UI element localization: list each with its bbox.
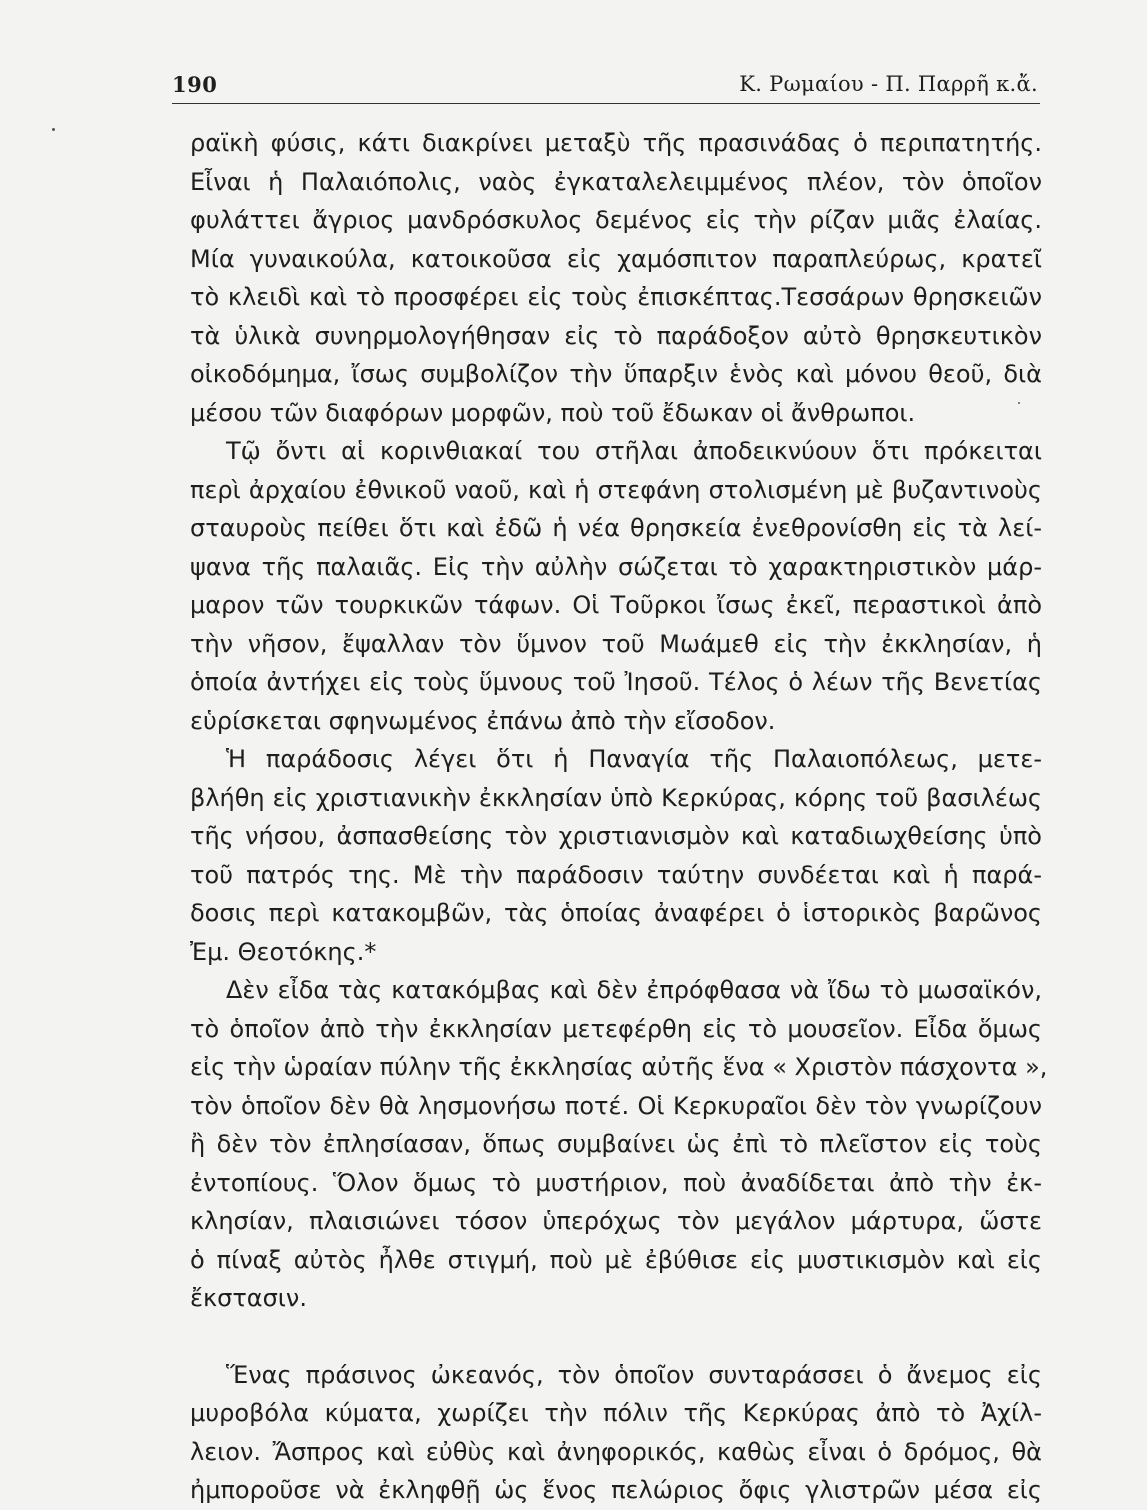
paragraph [190,740,1042,971]
running-head [172,70,1040,104]
text-line: ὁ πίναξ αὐτὸς ἦλθε στιγμή, ποὺ μὲ ἐβύθισε εἰς μυστικισμὸν καὶ εἰς [190,1245,1042,1274]
body-text [190,124,1048,1510]
text-line: Τῷ ὄντι αἱ κορινθιακαί του στῆλαι ἀποδεικνύουν ὅτι πρόκειται [226,437,1042,465]
text-line: σταυροὺς πείθει ὅτι καὶ ἐδῶ ἡ νέα θρησκεία ἐνεθρονίσθη εἰς τὰ λεί- [190,514,1042,542]
text-line: τὸ κλειδὶ καὶ τὸ προσφέρει εἰς τοὺς ἐπισκέπτας.Τεσσάρων θρησκειῶν [190,283,1042,311]
text-line: κλησίαν, πλαισιώνει τόσον ὑπερόχως τὸν μεγάλον μάρτυρα, ὥστε [190,1207,1042,1235]
author-line: Κ. Ρωμαίου - Π. Παρρῆ κ.ἄ. [739,72,1038,96]
text-line: λειον. Ἄσπρος καὶ εὐθὺς καὶ ἀνηφορικός, καθὼς εἶναι ὁ δρόμος, θὰ [190,1437,1042,1466]
text-line: ἠμποροῦσε νὰ ἐκληφθῇ ὡς ἕνος πελώριος ὄφις γλιστρῶν μέσα εἰς [190,1476,1042,1504]
text-line: περὶ ἀρχαίου ἐθνικοῦ ναοῦ, καὶ ἡ στεφάνη στολισμένη μὲ βυζαντινοὺς [190,475,1042,504]
text-line: ἔκστασιν. [190,1284,307,1312]
text-line: ἐντοπίους. Ὅλον ὅμως τὸ μυστήριον, ποὺ ἀναδίδεται ἀπὸ τὴν ἐκ- [190,1168,1042,1197]
scan-speck [1018,402,1020,404]
text-line: εἰς τὴν ὡραίαν πύλην τῆς ἐκκλησίας αὐτῆς ἕνα « Χριστὸν πάσχοντα », [190,1053,1048,1081]
paragraph [190,971,1048,1318]
text-line: μαρον τῶν τουρκικῶν τάφων. Οἱ Τοῦρκοι ἴσως ἐκεῖ, περαστικοὶ ἀπὸ [190,591,1042,619]
text-line: μυροβόλα κύματα, χωρίζει τὴν πόλιν τῆς Κερκύρας ἀπὸ τὸ Ἀχίλ- [190,1399,1042,1427]
text-line: οἰκοδόμημα, ἴσως συμβολίζον τὴν ὕπαρξιν ἑνὸς καὶ μόνου θεοῦ, διὰ [190,360,1042,388]
text-line: Ἡ παράδοσις λέγει ὅτι ἡ Παναγία τῆς Παλαιοπόλεως, μετε- [226,745,1042,773]
paragraph [190,1356,1042,1510]
text-line: Μία γυναικούλα, κατοικοῦσα εἰς χαμόσπιτον παραπλεύρως, κρατεῖ [190,244,1042,273]
text-line: τὸ ὁποῖον ἀπὸ τὴν ἐκκλησίαν μετεφέρθη εἰς τὸ μουσεῖον. Εἶδα ὅμως [190,1014,1042,1043]
text-line: ψανα τῆς παλαιᾶς. Εἰς τὴν αὐλὴν σώζεται τὸ χαρακτηριστικὸν μάρ- [190,552,1042,581]
paragraph [190,432,1042,740]
text-line: Ἕνας πράσινος ὠκεανός, τὸν ὁποῖον συνταράσσει ὁ ἄνεμος εἰς [226,1360,1042,1389]
scan-speck [52,128,55,131]
text-line: ὁποία ἀντήχει εἰς τοὺς ὕμνους τοῦ Ἰησοῦ. Τέλος ὁ λέων τῆς Βενετίας [190,668,1042,696]
text-line: δοσις περὶ κατακομβῶν, τὰς ὁποίας ἀναφέρει ὁ ἱστορικὸς βαρῶνος [190,899,1042,927]
text-line: φυλάττει ἄγριος μανδρόσκυλος δεμένος εἰς τὴν ρίζαν μιᾶς ἐλαίας. [190,206,1042,234]
section-gap [190,1318,1042,1356]
text-line: εὑρίσκεται σφηνωμένος ἐπάνω ἀπὸ τὴν εἴσοδον. [190,706,776,735]
text-line: τὸν ὁποῖον δὲν θὰ λησμονήσω ποτέ. Οἱ Κερκυραῖοι δὲν τὸν γνωρίζουν [190,1091,1042,1120]
text-line: ἢ δὲν τὸν ἐπλησίασαν, ὅπως συμβαίνει ὡς ἐπὶ τὸ πλεῖστον εἰς τοὺς [190,1130,1042,1158]
text-line: τῆς νήσου, ἀσπασθείσης τὸν χριστιανισμὸν καὶ καταδιωχθείσης ὑπὸ [190,822,1042,850]
paragraph [190,124,1042,432]
text-line: ραϊκὴ φύσις, κάτι διακρίνει μεταξὺ τῆς πρασινάδας ὁ περιπατητής. [190,129,1042,157]
text-line: τὴν νῆσον, ἔψαλλαν τὸν ὕμνον τοῦ Μωάμεθ εἰς τὴν ἐκκλησίαν, ἡ [190,629,1042,658]
header-rule [172,103,1040,104]
text-line: βλήθη εἰς χριστιανικὴν ἐκκλησίαν ὑπὸ Κερκύρας, κόρης τοῦ βασιλέως [190,783,1042,812]
text-line: Δὲν εἶδα τὰς κατακόμβας καὶ δὲν ἐπρόφθασα νὰ ἴδω τὸ μωσαϊκόν, [226,976,1042,1004]
text-line: τοῦ πατρός της. Μὲ τὴν παράδοσιν ταύτην συνδέεται καὶ ἡ παρά- [190,860,1042,889]
text-line: τὰ ὑλικὰ συνηρμολογήθησαν εἰς τὸ παράδοξον αὐτὸ θρησκευτικὸν [190,321,1042,350]
text-line: μέσου τῶν διαφόρων μορφῶν, ποὺ τοῦ ἔδωκαν οἱ ἄνθρωποι. [190,398,916,427]
text-line: Ἐμ. Θεοτόκης.* [190,937,377,966]
page-number: 190 [172,72,218,97]
text-line: Εἶναι ἡ Παλαιόπολις, ναὸς ἐγκαταλελειμμένος πλέον, τὸν ὁποῖον [190,167,1042,196]
